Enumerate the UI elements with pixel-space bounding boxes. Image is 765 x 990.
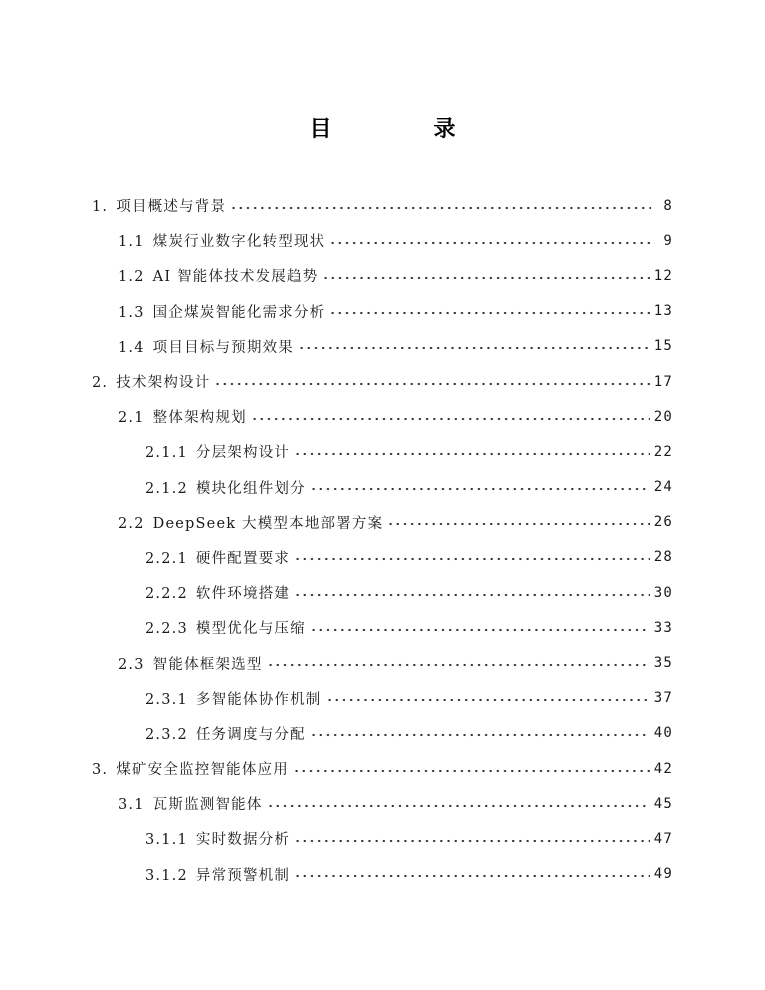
toc-entry[interactable] — [0, 505, 673, 540]
toc-dot-leader — [298, 341, 650, 356]
toc-entry-text: 项目目标与预期效果 — [152, 339, 294, 356]
toc-entry-number: 3.1.1 — [145, 832, 188, 849]
toc-entry-label — [145, 864, 290, 885]
toc-entry-text: 智能体框架选型 — [152, 656, 263, 673]
toc-title: 目 录 — [309, 117, 496, 142]
toc-entry-number: 3.1 — [118, 797, 145, 814]
toc-entry-number: 2.2.2 — [145, 586, 188, 603]
toc-entry[interactable] — [0, 610, 673, 645]
toc-entry-label — [92, 195, 226, 216]
toc-entry-number: 2.2.3 — [145, 621, 188, 638]
toc-page-number: 49 — [653, 866, 673, 883]
toc-entry-number: 2.2 — [118, 515, 145, 532]
toc-entry-number: 2.1.1 — [145, 445, 188, 462]
toc-entry-number: 2.2.1 — [145, 550, 188, 567]
toc-entry-number: 3. — [92, 762, 109, 779]
toc-entry[interactable] — [0, 434, 673, 469]
toc-entry-text: 异常预警机制 — [195, 867, 291, 884]
toc-entry[interactable] — [0, 716, 673, 751]
toc-entry-text: 模块化组件划分 — [195, 480, 306, 497]
toc-entry[interactable] — [0, 470, 673, 505]
toc-entry-text: DeepSeek 大模型本地部署方案 — [152, 515, 384, 532]
toc-entry-text: 模型优化与压缩 — [195, 621, 306, 638]
toc-dot-leader — [230, 200, 651, 215]
toc-entry[interactable] — [0, 681, 673, 716]
toc-entry[interactable] — [0, 540, 673, 575]
toc-dot-leader — [251, 411, 650, 426]
toc-dot-leader — [294, 447, 650, 462]
toc-entry[interactable] — [0, 329, 673, 364]
toc-entry-number: 2.1 — [118, 410, 145, 427]
toc-entry-number: 2.3.1 — [145, 691, 188, 708]
toc-page-number: 17 — [653, 373, 673, 390]
toc-entry-number: 2.3 — [118, 656, 145, 673]
toc-entry[interactable] — [0, 786, 673, 821]
toc-entry-text: 实时数据分析 — [195, 832, 291, 849]
toc-dot-leader — [310, 623, 650, 638]
toc-entry-text: 多智能体协作机制 — [195, 691, 322, 708]
toc-entry-number: 1.1 — [118, 234, 145, 251]
toc-page-number: 35 — [653, 655, 673, 672]
toc-entry-text: 软件环境搭建 — [195, 586, 291, 603]
toc-dot-leader — [294, 587, 650, 602]
toc-entry[interactable] — [0, 821, 673, 856]
toc-dot-leader — [329, 306, 649, 321]
toc-entry-number: 1. — [92, 199, 109, 216]
toc-page-number: 22 — [653, 443, 673, 460]
toc-page-number: 9 — [663, 232, 673, 249]
toc-page-number: 40 — [653, 725, 673, 742]
toc-dot-leader — [322, 271, 649, 286]
toc-entry-text: 煤矿安全监控智能体应用 — [116, 762, 289, 779]
toc-entry[interactable] — [0, 364, 673, 399]
toc-entry-text: 国企煤炭智能化需求分析 — [152, 304, 326, 321]
toc-entry-label — [118, 336, 294, 357]
toc-entry-label — [145, 828, 290, 849]
toc-entry-text: 煤炭行业数字化转型现状 — [152, 234, 326, 251]
toc-dot-leader — [294, 869, 650, 884]
toc-dot-leader — [294, 552, 650, 567]
toc-entry[interactable] — [0, 294, 673, 329]
toc-entry-label — [145, 688, 322, 709]
toc-page-number: 20 — [653, 408, 673, 425]
toc-entry-label — [145, 547, 290, 568]
toc-entry-label — [118, 301, 325, 322]
toc-entry[interactable] — [0, 188, 673, 223]
toc-page-number: 45 — [653, 795, 673, 812]
toc-entry-label — [118, 793, 263, 814]
toc-page-number: 42 — [653, 760, 673, 777]
toc-entry-label — [92, 758, 289, 779]
toc-entry-label — [92, 371, 210, 392]
toc-entry[interactable] — [0, 399, 673, 434]
toc-entry-text: 整体架构规划 — [152, 410, 247, 427]
toc-page-number: 15 — [653, 338, 673, 355]
toc-entry[interactable] — [0, 575, 673, 610]
toc-entry-label — [118, 512, 383, 533]
toc-entry-number: 2.3.2 — [145, 726, 188, 743]
toc-page-number: 24 — [653, 479, 673, 496]
toc-page-number: 26 — [653, 514, 673, 531]
toc-entry[interactable] — [0, 857, 673, 892]
toc-list — [0, 188, 765, 892]
toc-entry-label — [145, 582, 290, 603]
toc-entry-label — [118, 653, 263, 674]
toc-dot-leader — [329, 236, 651, 251]
toc-dot-leader — [267, 799, 650, 814]
toc-entry-text: 分层架构设计 — [195, 445, 291, 462]
toc-entry-number: 1.4 — [118, 339, 145, 356]
toc-entry-label — [145, 723, 306, 744]
toc-dot-leader — [267, 658, 650, 673]
toc-page-number: 8 — [663, 197, 673, 214]
toc-page-number: 13 — [653, 303, 673, 320]
toc-entry[interactable] — [0, 645, 673, 680]
toc-page-number: 33 — [653, 619, 673, 636]
toc-dot-leader — [214, 376, 649, 391]
toc-entry-number: 2.1.2 — [145, 480, 188, 497]
toc-entry-text: 技术架构设计 — [116, 375, 211, 392]
toc-entry-text: 硬件配置要求 — [195, 550, 291, 567]
toc-entry-text: AI 智能体技术发展趋势 — [152, 269, 319, 286]
toc-page-number: 28 — [653, 549, 673, 566]
toc-entry-text: 任务调度与分配 — [195, 726, 306, 743]
toc-page-number: 12 — [653, 267, 673, 284]
toc-dot-leader — [387, 517, 649, 532]
toc-entry[interactable] — [0, 258, 673, 293]
toc-dot-leader — [326, 693, 650, 708]
toc-entry-label — [118, 406, 247, 427]
toc-entry[interactable] — [0, 751, 673, 786]
toc-entry-label — [145, 441, 290, 462]
toc-entry-label — [118, 230, 325, 251]
toc-entry[interactable] — [0, 223, 673, 258]
toc-dot-leader — [294, 834, 650, 849]
toc-page-number: 30 — [653, 584, 673, 601]
toc-entry-label — [118, 265, 318, 286]
toc-entry-text: 瓦斯监测智能体 — [152, 797, 263, 814]
toc-page-number: 37 — [653, 690, 673, 707]
toc-entry-number: 1.3 — [118, 304, 145, 321]
toc-entry-number: 1.2 — [118, 269, 145, 286]
toc-page-number: 47 — [653, 830, 673, 847]
toc-dot-leader — [310, 728, 650, 743]
toc-dot-leader — [293, 763, 650, 778]
toc-dot-leader — [310, 482, 650, 497]
toc-entry-label — [145, 477, 306, 498]
toc-entry-text: 项目概述与背景 — [116, 199, 227, 216]
toc-entry-label — [145, 617, 306, 638]
toc-entry-number: 3.1.2 — [145, 867, 188, 884]
toc-entry-number: 2. — [92, 375, 109, 392]
